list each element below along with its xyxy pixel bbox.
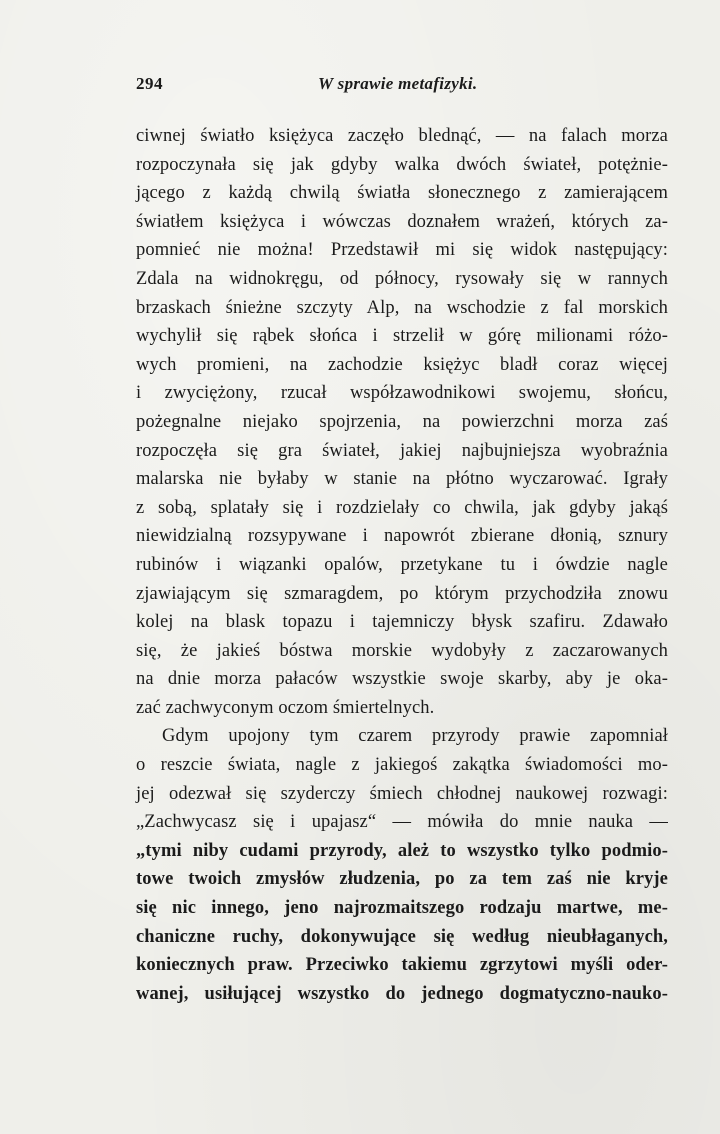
text-line: wanej, usiłującej wszystko do jednego dogmatyczno-nauko- (136, 983, 668, 1004)
text-line: wychylił się rąbek słońca i strzelił w górę milionami różo- (136, 326, 668, 347)
text-line: pomnieć nie można! Przedstawił mi się widok następujący: (136, 240, 668, 261)
text-line: ciwnej światło księżyca zaczęło blednąć, — na falach morza (136, 126, 668, 146)
text-line: się nic innego, jeno najrozmaitszego rodzaju martwe, me- (136, 898, 668, 919)
text-line: światłem księżyca i wówczas doznałem wrażeń, których za- (136, 211, 668, 232)
text-line: z sobą, splatały się i rozdzielały co chwila, jak gdyby jakąś (136, 497, 668, 518)
text-line: „tymi niby cudami przyrody, ależ to wszystko tylko podmio- (136, 840, 668, 861)
text-line: koniecznych praw. Przeciwko takiemu zgrzytowi myśli oder- (136, 955, 668, 976)
text-line: jej odezwał się szyderczy śmiech chłodnej naukowej rozwagi: (136, 783, 668, 804)
text-line: i zwyciężony, rzucał współzawodnikowi swojemu, słońcu, (136, 383, 668, 404)
text-line: brzaskach śnieżne szczyty Alp, na wschodzie z fal morskich (136, 297, 668, 318)
text-line: rubinów i wiązanki opalów, przetykane tu i ówdzie nagle (136, 554, 668, 575)
running-title: W sprawie metafizyki. (318, 74, 478, 93)
text-line: niewidzialną rozsypywane i napowrót zbierane dłonią, sznury (136, 526, 668, 547)
page-number: 294 (136, 74, 163, 93)
text-line: rozpoczynała się jak gdyby walka dwóch świateł, potężnie- (136, 154, 668, 175)
text-line: rozpoczęła się gra świateł, jakiej najbujniejsza wyobraźnia (136, 440, 668, 461)
text-line: Zdala na widnokręgu, od północy, rysowały się w rannych (136, 268, 668, 289)
text-line: chaniczne ruchy, dokonywujące się według nieubłaganych, (136, 926, 668, 947)
text-line: towe twoich zmysłów złudzenia, po za tem zaś nie kryje (136, 869, 668, 890)
text-line: „Zachwycasz się i upajasz“ — mówiła do mnie nauka — (136, 812, 668, 833)
text-line-paragraph-start: Gdym upojony tym czarem przyrody prawie zapomniał (162, 726, 668, 747)
text-line: się, że jakieś bóstwa morskie wydobyły z zaczarowanych (136, 640, 668, 661)
page-header (136, 74, 580, 98)
text-line: pożegnalne niejako spojrzenia, na powierzchni morza zaś (136, 411, 668, 432)
text-line: jącego z każdą chwilą światła słonecznego z zamierającem (136, 183, 668, 204)
body-text (136, 122, 668, 1008)
text-line: o reszcie świata, nagle z jakiegoś zakątka świadomości mo- (136, 755, 668, 776)
text-line: zjawiającym się szmaragdem, po którym przychodziła znowu (136, 583, 668, 604)
text-line: wych promieni, na zachodzie księżyc bladł coraz więcej (136, 354, 668, 375)
text-line: na dnie morza pałaców wszystkie swoje skarby, aby je oka- (136, 669, 668, 690)
text-line: malarska nie byłaby w stanie na płótno wyczarować. Igrały (136, 469, 668, 490)
text-line: kolej na blask topazu i tajemniczy błysk szafiru. Zdawało (136, 612, 668, 633)
text-line-paragraph-end: zać zachwyconym oczom śmiertelnych. (136, 697, 435, 718)
